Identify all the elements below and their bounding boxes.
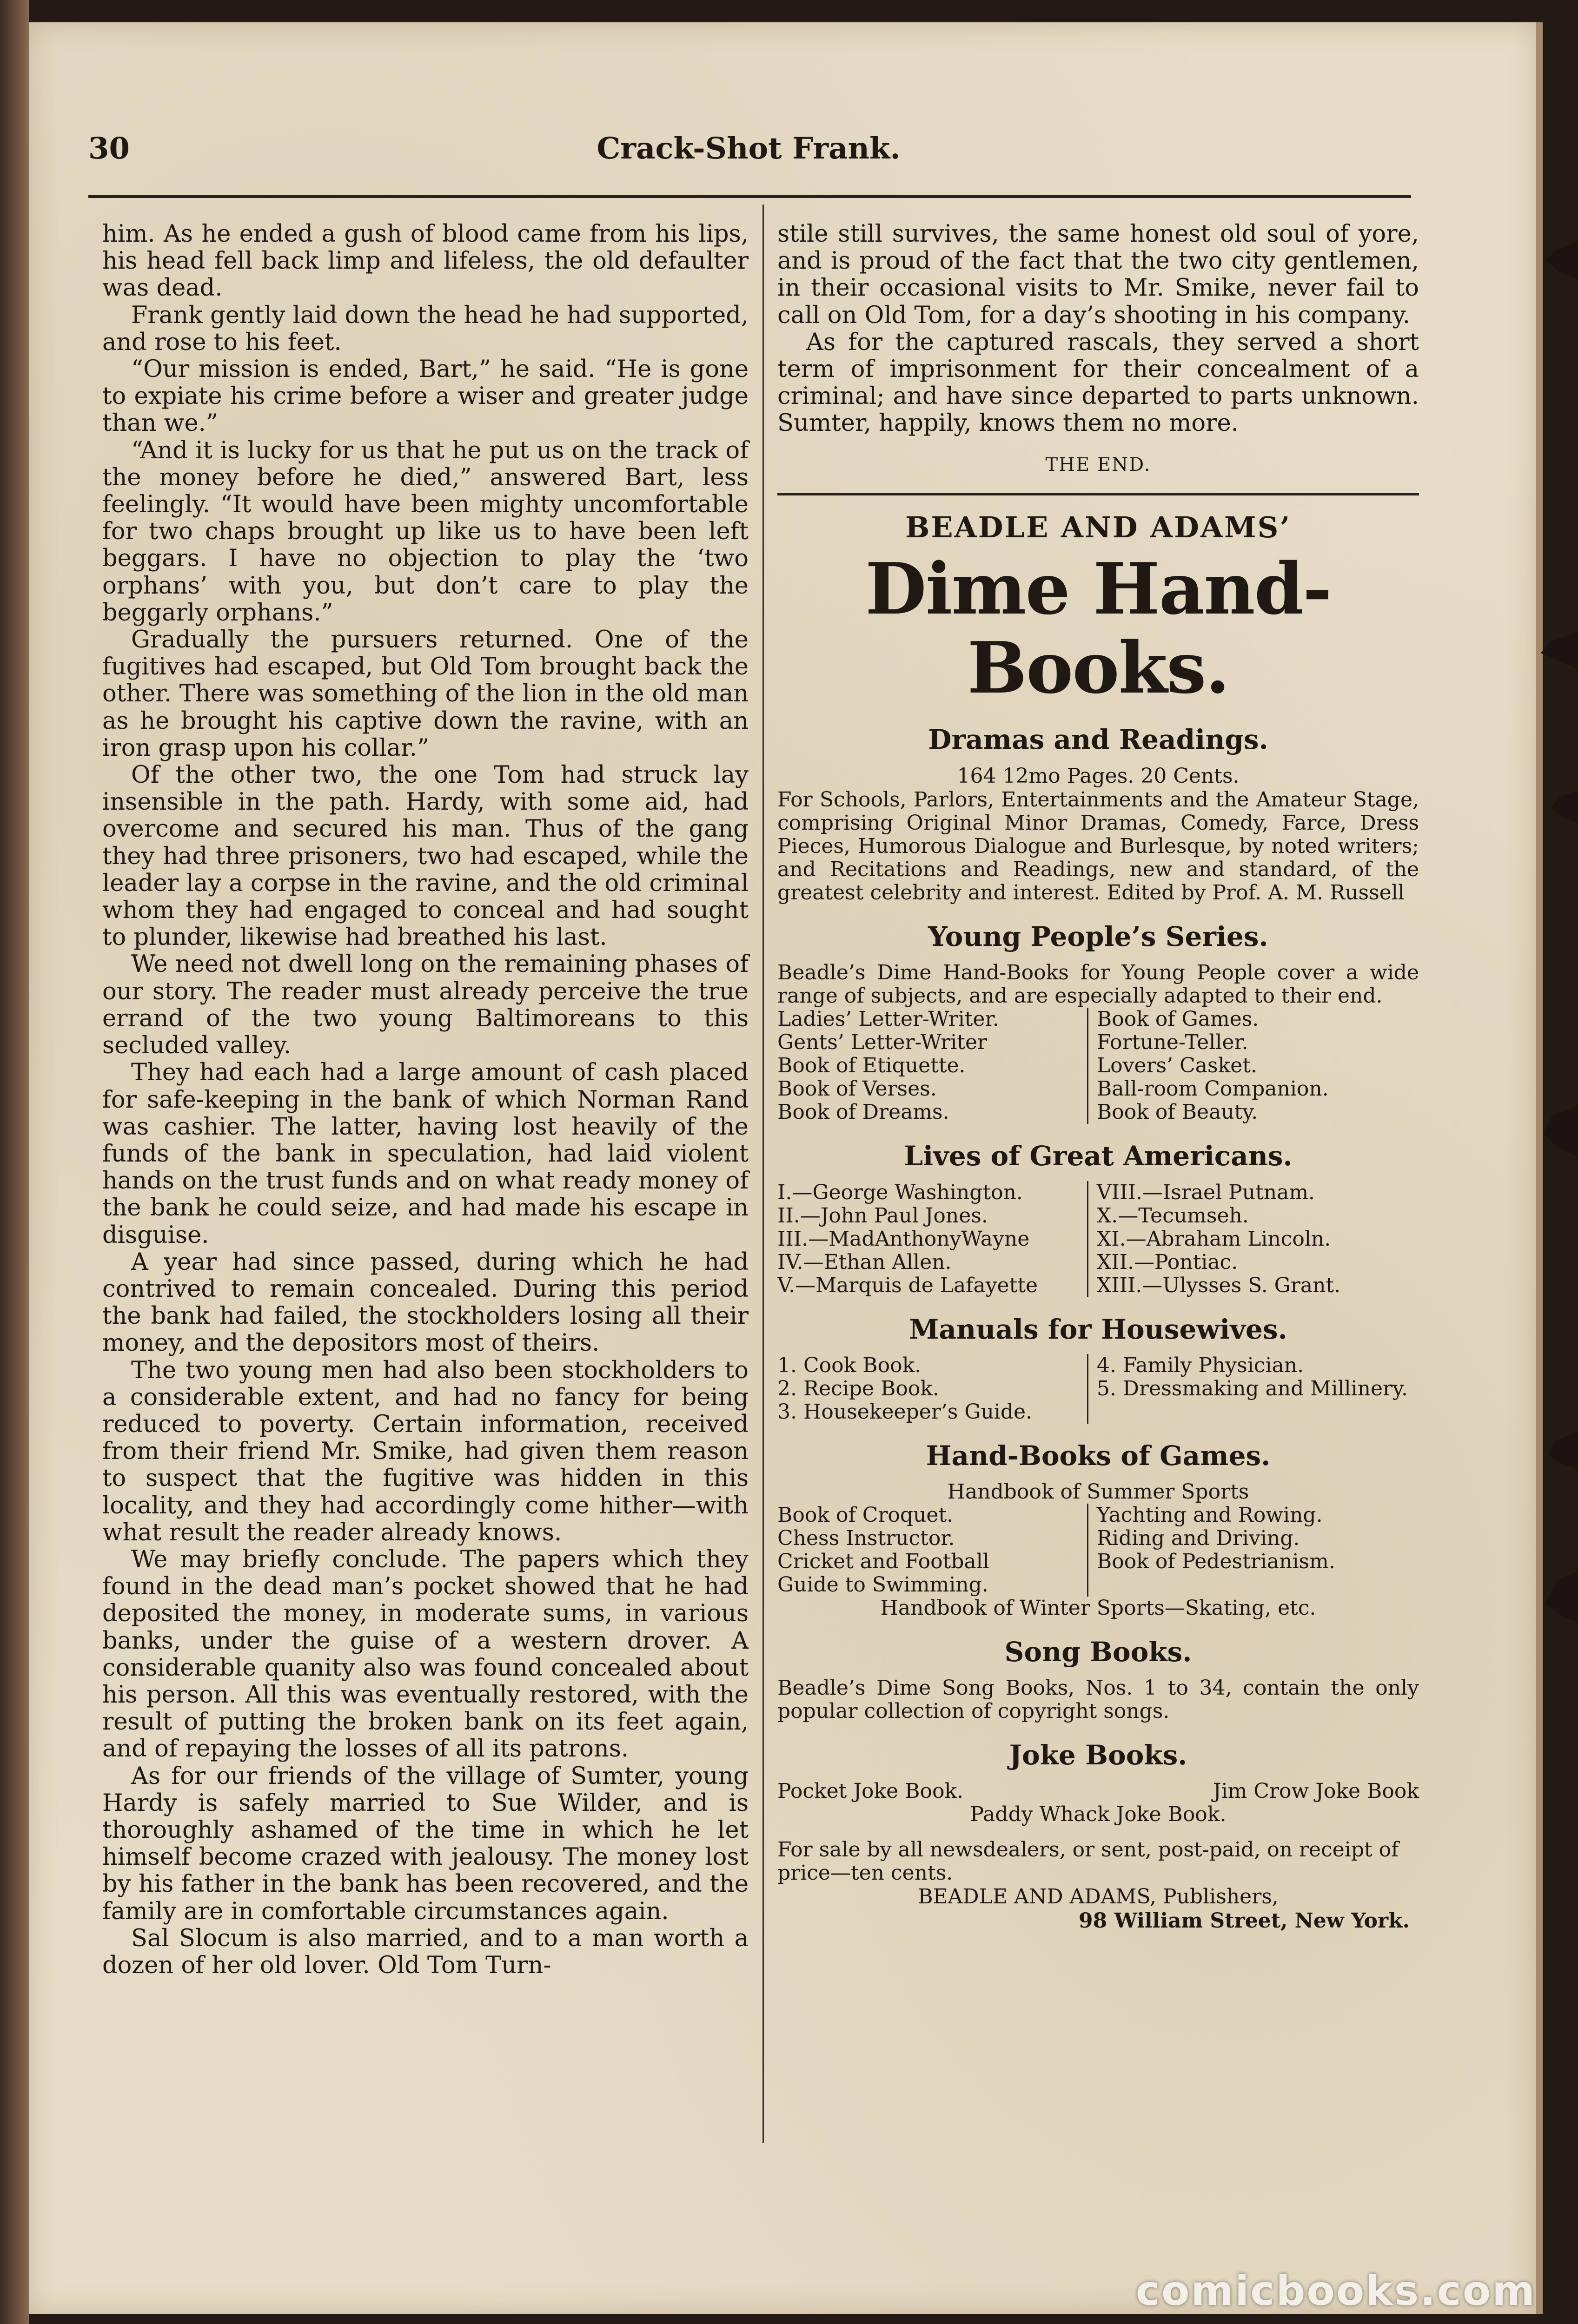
book-list (777, 1354, 1419, 1424)
ad-title: Dime Hand-Books. (865, 547, 1331, 710)
paragraph: They had each had a large amount of cash placed for safe-keeping in the bank of which Norman Rand was cashier. The latter, having lost heavily of the funds of the bank in speculation, had laid violent hands on the trust funds and on what ready money of the bank he could seize, and had made his escape in disguise. (102, 1059, 749, 1249)
list-item: 4. Family Physician. (1096, 1353, 1304, 1377)
list-item: II.—John Paul Jones. (777, 1203, 988, 1228)
story-ending (777, 221, 1419, 437)
list-item: 2. Recipe Book. (777, 1376, 940, 1400)
page-binding-edge (0, 0, 29, 2324)
paragraph: Sal Slocum is also married, and to a man worth a dozen of her old lover. Old Tom Turn- (102, 1924, 749, 1979)
section-heading: Song Books. (1004, 1636, 1192, 1668)
paragraph: We may briefly conclude. The papers which they found in the dead man’s pocket showed that he had deposited the money, in moderate sums, in various banks, under the guise of a western drover. A considerable quanity also was found concealed about his person. All this was eventually restored, with the result of putting the broken bank on its feet again, and of repaying the losses of all its patrons. (102, 1545, 749, 1763)
list-item: 5. Dressmaking and Millinery. (1096, 1376, 1408, 1400)
list-item: XII.—Pontiac. (1096, 1250, 1238, 1274)
list-item: Jim Crow Joke Book (1213, 1779, 1419, 1803)
page-header (88, 131, 1409, 182)
list-item: X.—Tecumseh. (1096, 1203, 1249, 1228)
book-list (777, 1008, 1419, 1124)
page-number: 30 (88, 131, 130, 166)
list-item: Book of Croquet. (777, 1503, 954, 1527)
section-description: Beadle’s Dime Hand-Books for Young People cover a wide range of subjects, and are especially adapted to their end. (777, 961, 1419, 1008)
book-list-left (777, 1008, 1087, 1124)
book-list-right (1087, 1181, 1419, 1297)
book-list-left (777, 1181, 1087, 1297)
list-item: Book of Pedestrianism. (1096, 1550, 1335, 1574)
torn-edge-decoration (1536, 0, 1578, 2324)
section-info: 164 12mo Pages. 20 Cents. (957, 764, 1240, 788)
header-rule (88, 195, 1411, 198)
list-item: Paddy Whack Joke Book. (970, 1802, 1227, 1827)
list-item: IV.—Ethan Allen. (777, 1250, 952, 1274)
list-item: I.—George Washington. (777, 1180, 1023, 1204)
paragraph: him. As he ended a gush of blood came from his lips, his head fell back limp and lifeless, the old defaulter was dead. (102, 220, 749, 302)
section-description: Beadle’s Dime Song Books, Nos. 1 to 34, contain the only popular collection of copyright songs. (777, 1676, 1419, 1723)
list-item: Chess Instructor. (777, 1526, 955, 1551)
book-list (777, 1181, 1419, 1297)
list-item: Book of Beauty. (1096, 1100, 1258, 1124)
list-item: Yachting and Rowing. (1096, 1503, 1323, 1527)
paragraph: Gradually the pursuers returned. One of the fugitives had escaped, but Old Tom brought back the other. There was something of the lion in the old man as he brought his captive down the ravine, with an iron grasp upon his collar.” (102, 626, 749, 762)
paragraph: Of the other two, the one Tom had struck lay insensible in the path. Hardy, with some aid, had overcome and secured his man. Thus of the gang they had three prisoners, two had escaped, while the leader lay a corpse in the ravine, and the old criminal whom they had engaged to conceal and had sought to plunder, likewise had breathed his last. (102, 761, 749, 951)
joke-list (777, 1780, 1419, 1803)
sale-notice: For sale by all newsdealers, or sent, post-paid, on receipt of price—ten cents. (777, 1838, 1399, 1885)
section-description: For Schools, Parlors, Entertainments and the Amateur Stage, comprising Original Minor Dramas, Comedy, Farce, Dress Pieces, Humorous Dialogue and Burlesque, by noted writers; and Recitations and Readings, new and standard, of the greatest celebrity and interest. Edited by Prof. A. M. Russell (777, 788, 1419, 905)
list-item: 1. Cook Book. (777, 1353, 922, 1377)
paragraph: The two young men had also been stockholders to a considerable extent, and had no fancy for being reduced to poverty. Certain information, received from their friend Mr. Smike, had given them reason to suspect that the fugitive was hidden in this locality, and they had accordingly come hither—with what result the reader already knows. (102, 1356, 749, 1546)
book-list-right (1087, 1504, 1419, 1597)
book-list-left (777, 1504, 1087, 1597)
list-item: Fortune-Teller. (1096, 1030, 1248, 1055)
book-list (777, 1504, 1419, 1597)
paragraph: “Our mission is ended, Bart,” he said. “He is gone to expiate his crime before a wiser and greater judge than we.” (102, 356, 749, 437)
book-list-right (1087, 1008, 1419, 1124)
list-item: XIII.—Ulysses S. Grant. (1096, 1273, 1341, 1297)
publisher-address: 98 William Street, New York. (1079, 1909, 1410, 1933)
section-heading: Manuals for Housewives. (909, 1313, 1287, 1345)
paragraph: stile still survives, the same honest old soul of yore, and is proud of the fact that the two city gentlemen, in their occasional visits to Mr. Smike, never fail to call on Old Tom, for a day’s shooting in his company. (777, 220, 1419, 329)
running-title: Crack-Shot Frank. (597, 131, 901, 166)
list-item: Book of Games. (1096, 1007, 1259, 1031)
list-item: VIII.—Israel Putnam. (1096, 1180, 1315, 1204)
paragraph: Frank gently laid down the head he had supported, and rose to his feet. (102, 301, 749, 356)
section-heading: Lives of Great Americans. (904, 1140, 1293, 1172)
list-item: Ball-room Companion. (1096, 1077, 1329, 1101)
list-item: Lovers’ Casket. (1096, 1054, 1257, 1078)
list-item: XI.—Abraham Lincoln. (1096, 1227, 1331, 1251)
column-divider (762, 205, 764, 2143)
paragraph: We need not dwell long on the remaining phases of our story. The reader must already perceive the true errand of the two young Baltimoreans to this secluded valley. (102, 951, 749, 1060)
list-item: Guide to Swimming. (777, 1573, 988, 1597)
publisher-line: BEADLE AND ADAMS, Publishers, (918, 1885, 1279, 1909)
advertisement (777, 510, 1419, 1934)
list-item: 3. Housekeeper’s Guide. (777, 1400, 1033, 1424)
list-item: III.—MadAnthonyWayne (777, 1227, 1030, 1251)
section-heading: Hand-Books of Games. (926, 1439, 1271, 1472)
list-item: Pocket Joke Book. (777, 1779, 964, 1803)
book-list-right (1087, 1354, 1419, 1424)
list-item: Riding and Driving. (1096, 1526, 1300, 1551)
the-end-label: THE END. (1045, 454, 1151, 475)
paragraph: “And it is lucky for us that he put us on the track of the money before he died,” answered Bart, less feelingly. “It would have been mighty uncomfortable for two chaps brought up like us to have been left beggars. I have no objection to play the ‘two orphans’ with you, but don’t care to play the beggarly orphans.” (102, 436, 749, 627)
list-item: Handbook of Summer Sports (947, 1480, 1249, 1504)
story-end-rule (777, 493, 1419, 495)
watermark: comicbooks.com (1135, 2267, 1536, 2315)
list-item: Cricket and Football (777, 1550, 989, 1574)
right-column (777, 221, 1419, 2164)
paragraph: A year had since passed, during which he had contrived to remain concealed. During this period the bank had failed, the stockholders losing all their money, and the depositors most of theirs. (102, 1248, 749, 1357)
list-item: V.—Marquis de Lafayette (777, 1273, 1038, 1297)
section-heading: Joke Books. (1009, 1739, 1187, 1771)
list-item: Book of Etiquette. (777, 1054, 966, 1078)
section-heading: Dramas and Readings. (928, 724, 1268, 756)
list-item: Book of Dreams. (777, 1100, 949, 1124)
left-column (102, 221, 749, 2164)
section-heading: Young People’s Series. (928, 921, 1268, 953)
list-item: Ladies’ Letter-Writer. (777, 1007, 999, 1031)
list-item: Handbook of Winter Sports—Skating, etc. (880, 1596, 1316, 1620)
paragraph: As for our friends of the village of Sumter, young Hardy is safely married to Sue Wilder, and is thoroughly ashamed of the time in which he let himself become crazed with jealousy. The money lost by his father in the bank has been recovered, and the family are in comfortable circumstances again. (102, 1762, 749, 1925)
book-list-left (777, 1354, 1087, 1424)
list-item: Gents’ Letter-Writer (777, 1030, 988, 1055)
list-item: Book of Verses. (777, 1077, 937, 1101)
paragraph: As for the captured rascals, they served a short term of imprisonment for their concealment of a criminal; and have since departed to parts unknown. Sumter, happily, knows them no more. (777, 328, 1419, 437)
ad-publisher: BEADLE AND ADAMS’ (905, 510, 1292, 544)
